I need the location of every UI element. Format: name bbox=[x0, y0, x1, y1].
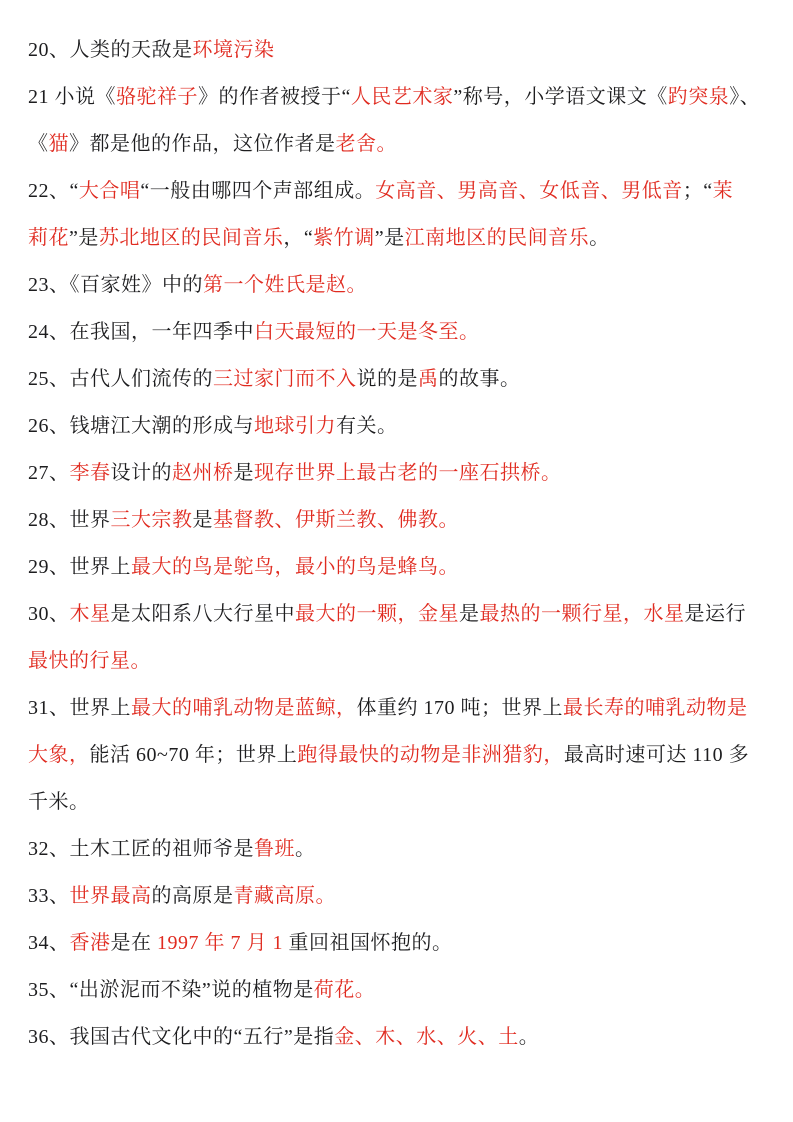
text-line bbox=[28, 447, 769, 494]
text-run: ，“ bbox=[283, 227, 314, 249]
answer-highlight-run: 猫 bbox=[48, 133, 69, 155]
text-line bbox=[28, 823, 769, 870]
text-run: 最高时速可达 110 多 bbox=[563, 744, 750, 766]
answer-highlight-run: 禹 bbox=[418, 368, 439, 390]
answer-highlight-run: 白天最短的一天是冬至。 bbox=[254, 321, 480, 343]
answer-highlight-run: 最大的哺乳动物是蓝鲸， bbox=[131, 697, 357, 719]
answer-highlight-run: 大象， bbox=[28, 744, 90, 766]
text-run: 29、世界上 bbox=[28, 556, 131, 578]
answer-highlight-run: 女高音、男高音、女低音、男低音 bbox=[375, 180, 683, 202]
answer-highlight-run: 世界最高 bbox=[69, 885, 152, 907]
text-run: ”是 bbox=[374, 227, 405, 249]
answer-highlight-run: 基督教、伊斯兰教、佛教。 bbox=[213, 509, 459, 531]
answer-highlight-run: 三过家门而不入 bbox=[213, 368, 357, 390]
text-run: 33、 bbox=[28, 885, 70, 907]
text-run: 。 bbox=[589, 227, 610, 249]
text-line bbox=[28, 118, 769, 165]
answer-highlight-run: 1997 年 7 月 1 bbox=[157, 932, 289, 954]
text-run: 体重约 170 吨；世界上 bbox=[356, 697, 563, 719]
answer-highlight-run: 江南地区的民间音乐 bbox=[404, 227, 590, 249]
answer-highlight-run: 最长寿的哺乳动物是 bbox=[563, 697, 748, 719]
answer-highlight-run: 最大的鸟是鸵鸟，最小的鸟是蜂鸟。 bbox=[131, 556, 459, 578]
answer-highlight-run: 大合唱 bbox=[78, 180, 141, 202]
text-line bbox=[28, 212, 769, 259]
answer-highlight-run: 三大宗教 bbox=[110, 509, 193, 531]
text-line bbox=[28, 917, 769, 964]
text-run: 能活 60~70 年；世界上 bbox=[89, 744, 298, 766]
answer-highlight-run: 李春 bbox=[69, 462, 111, 484]
text-run: 的故事。 bbox=[438, 368, 521, 390]
answer-highlight-run: 跑得最快的动物是非洲猎豹， bbox=[297, 744, 564, 766]
answer-highlight-run: 趵突泉 bbox=[667, 86, 730, 108]
answer-highlight-run: 金、木、水、火、土 bbox=[334, 1026, 519, 1048]
text-run: 是太阳系八大行星中 bbox=[110, 603, 295, 625]
text-run: 重回祖国怀抱的。 bbox=[288, 932, 453, 954]
text-line bbox=[28, 306, 769, 353]
text-run: 有关。 bbox=[336, 415, 398, 437]
text-line bbox=[28, 729, 769, 776]
answer-highlight-run: 赵州桥 bbox=[172, 462, 234, 484]
text-run: 》、 bbox=[729, 86, 761, 108]
text-run: 说的是 bbox=[356, 368, 418, 390]
answer-highlight-run: 荷花。 bbox=[313, 979, 376, 1001]
text-line bbox=[28, 259, 769, 306]
text-run: 25、古代人们流传的 bbox=[28, 368, 213, 390]
text-run: 22、“ bbox=[28, 180, 79, 202]
text-line bbox=[28, 541, 769, 588]
text-line bbox=[28, 682, 769, 729]
answer-highlight-run: 人民艺术家 bbox=[350, 86, 454, 108]
text-line bbox=[28, 588, 769, 635]
answer-highlight-run: 木星 bbox=[69, 603, 111, 625]
answer-highlight-run: 环境污染 bbox=[192, 39, 275, 61]
text-run: 是运行 bbox=[684, 603, 746, 625]
answer-highlight-run: 最热的一颗行星，水星 bbox=[479, 603, 685, 625]
text-line bbox=[28, 400, 769, 447]
answer-highlight-run: 最快的行星。 bbox=[28, 650, 151, 672]
text-line bbox=[28, 165, 769, 212]
text-line bbox=[28, 635, 769, 682]
answer-highlight-run: 老舍。 bbox=[335, 133, 397, 155]
text-run: 34、 bbox=[28, 932, 70, 954]
answer-highlight-run: 香港 bbox=[69, 932, 111, 954]
text-line bbox=[28, 1011, 769, 1058]
text-run: 36、我国古代文化中的“五行”是指 bbox=[28, 1026, 335, 1048]
answer-highlight-run: 第一个姓氏是赵。 bbox=[203, 274, 367, 296]
answer-highlight-run: 紫竹调 bbox=[313, 227, 375, 249]
text-run: 是在 bbox=[110, 932, 157, 954]
text-run: 《 bbox=[28, 133, 49, 155]
text-run: 27、 bbox=[28, 462, 70, 484]
answer-highlight-run: 现存世界上最古老的一座石拱桥。 bbox=[254, 462, 562, 484]
text-line bbox=[28, 870, 769, 917]
text-line bbox=[28, 71, 769, 118]
text-run: 31、世界上 bbox=[28, 697, 131, 719]
text-run: ”是 bbox=[69, 227, 99, 249]
answer-highlight-run: 苏北地区的民间音乐 bbox=[98, 227, 284, 249]
text-run: 26、钱塘江大潮的形成与 bbox=[28, 415, 254, 437]
text-run: 。 bbox=[518, 1026, 540, 1048]
answer-highlight-run: 鲁班 bbox=[254, 838, 295, 860]
text-run: 是 bbox=[192, 509, 213, 531]
text-run: 28、世界 bbox=[28, 509, 111, 531]
answer-highlight-run: 骆驼祥子 bbox=[116, 86, 198, 108]
answer-highlight-run: 最大的一颗，金星 bbox=[295, 603, 459, 625]
text-line bbox=[28, 776, 769, 823]
text-run: 千米。 bbox=[28, 791, 90, 813]
answer-highlight-run: 茉 bbox=[712, 180, 734, 202]
text-run: 23、《百家姓》中的 bbox=[28, 274, 203, 296]
answer-highlight-run: 莉花 bbox=[28, 227, 69, 249]
text-run: 32、土木工匠的祖师爷是 bbox=[28, 838, 254, 860]
text-run: 》都是他的作品，这位作者是 bbox=[69, 133, 336, 155]
text-line bbox=[28, 24, 769, 71]
text-run: 》的作者被授于“ bbox=[198, 86, 351, 108]
text-run: 20、人类的天敌是 bbox=[28, 39, 193, 61]
text-run: “一般由哪四个声部组成。 bbox=[140, 180, 376, 202]
text-run: ；“ bbox=[682, 180, 713, 202]
text-run: 30、 bbox=[28, 603, 70, 625]
text-run: 设计的 bbox=[110, 462, 172, 484]
text-run: 的高原是 bbox=[151, 885, 234, 907]
text-run: 是 bbox=[459, 603, 480, 625]
text-run: 24、在我国，一年四季中 bbox=[28, 321, 254, 343]
text-run: 21 小说《 bbox=[28, 86, 116, 108]
text-line bbox=[28, 964, 769, 1011]
text-line bbox=[28, 353, 769, 400]
answer-highlight-run: 地球引力 bbox=[254, 415, 336, 437]
text-run: 35、“出淤泥而不染”说的植物是 bbox=[28, 979, 314, 1001]
document-body bbox=[28, 24, 769, 1058]
text-run: 是 bbox=[233, 462, 254, 484]
text-line bbox=[28, 494, 769, 541]
text-run: ”称号，小学语文课文《 bbox=[453, 86, 668, 108]
answer-highlight-run: 青藏高原。 bbox=[233, 885, 336, 907]
text-run: 。 bbox=[295, 838, 316, 860]
